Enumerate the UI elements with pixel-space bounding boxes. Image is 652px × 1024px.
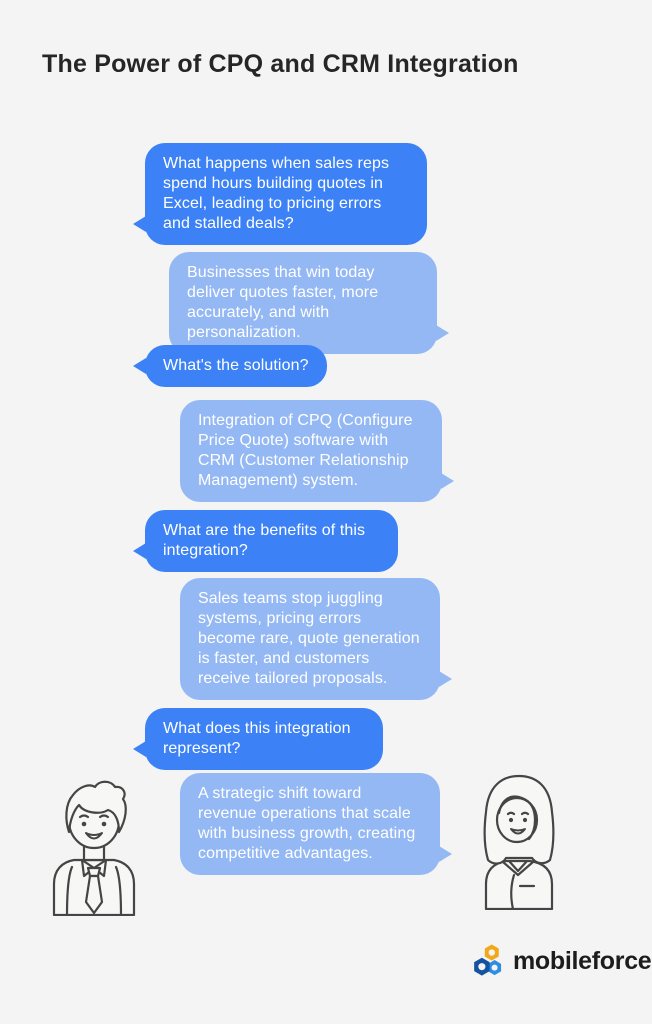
male-avatar-illustration (38, 776, 150, 916)
mobileforce-logo (472, 944, 651, 978)
chat-bubble-answer-4: A strategic shift toward revenue operations that scale with business growth, creating competitive advantages. (180, 773, 440, 875)
mobileforce-logo-icon (472, 944, 504, 978)
chat-bubble-question-2: What's the solution? (145, 345, 327, 387)
female-avatar-illustration (478, 768, 560, 910)
chat-bubble-answer-2: Integration of CPQ (Configure Price Quote) software with CRM (Customer Relationship Management) system. (180, 400, 442, 502)
chat-bubble-question-1: What happens when sales reps spend hours building quotes in Excel, leading to pricing errors and stalled deals? (145, 143, 427, 245)
chat-bubble-answer-1: Businesses that win today deliver quotes faster, more accurately, and with personalization. (169, 252, 437, 354)
chat-bubble-question-4: What does this integration represent? (145, 708, 383, 770)
page-title: The Power of CPQ and CRM Integration (42, 50, 519, 78)
mobileforce-logo-text: mobileforce (513, 946, 652, 975)
chat-bubble-question-3: What are the benefits of this integration? (145, 510, 398, 572)
chat-bubble-answer-3: Sales teams stop juggling systems, pricing errors become rare, quote generation is faster, and customers receive tailored proposals. (180, 578, 440, 700)
